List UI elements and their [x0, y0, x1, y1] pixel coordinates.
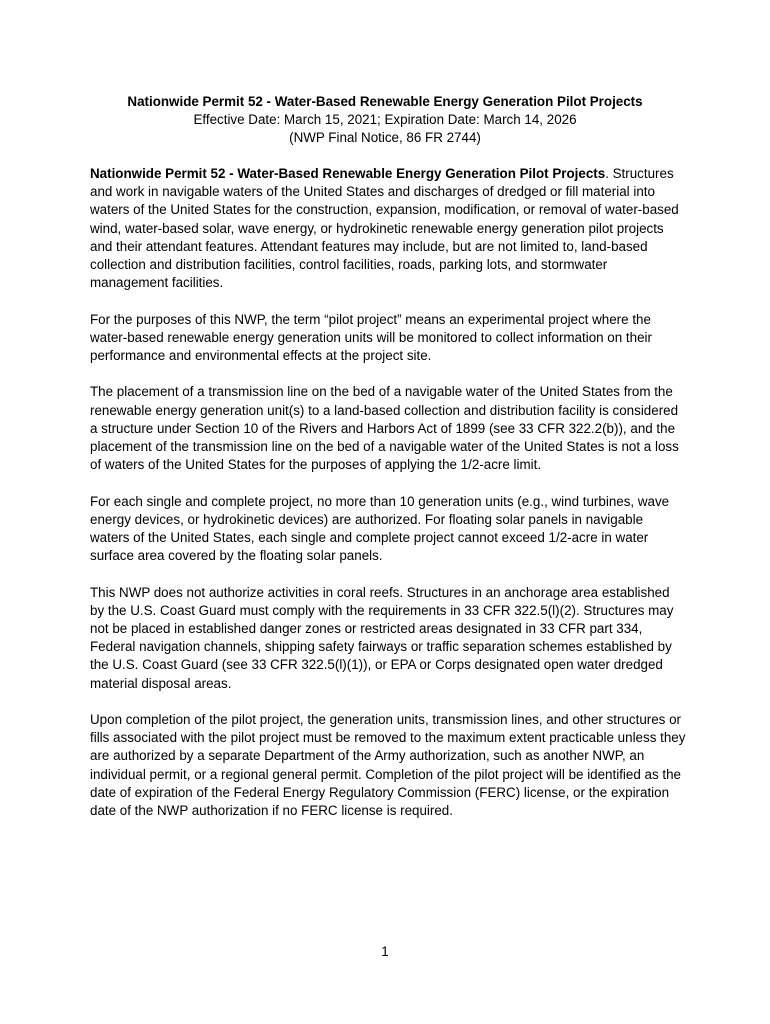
- effective-dates: Effective Date: March 15, 2021; Expiration Date: March 14, 2026: [193, 112, 577, 127]
- document-header: [80, 93, 690, 147]
- paragraph-lead-heading: Nationwide Permit 52 - Water-Based Renewable Energy Generation Pilot Projects: [90, 166, 606, 181]
- paragraph-permit-scope-text: . Structures and work in navigable waters of the United States and discharges of dredged or fill material into waters of the United States for the construction, expansion, modification, or removal of water-based wind, water-based solar, wave energy, or hydrokinetic renewable energy generation pilot projects and their attendant features. Attendant features may include, but are not limited to, land-based collection and distribution facilities, control facilities, roads, parking lots, and stormwater management facilities.: [90, 166, 679, 291]
- paragraph-pilot-definition: For the purposes of this NWP, the term “pilot project” means an experimental project where the water-based renewable energy generation units will be monitored to collect information on their performance and environmental effects at the project site.: [90, 311, 652, 364]
- page-number: 1: [381, 944, 389, 959]
- document-body: [90, 165, 686, 838]
- paragraph-permit-scope: [90, 165, 686, 292]
- paragraph-restrictions: This NWP does not authorize activities in coral reefs. Structures in an anchorage area established by the U.S. Coast Guard must comply with the requirements in 33 CFR 322.5(l)(2). Structures may not be placed in established danger zones or restricted areas designated in 33 CFR part 334, Federal navigation channels, shipping safety fairways or traffic separation schemes established by the U.S. Coast Guard (see 33 CFR 322.5(l)(1)), or EPA or Corps designated open water dredged material disposal areas.: [90, 584, 674, 691]
- paragraph-generation-limits: For each single and complete project, no more than 10 generation units (e.g., wind turbines, wave energy devices, or hydrokinetic devices) are authorized. For floating solar panels in navigable waters of the United States, each single and complete project cannot exceed 1/2-acre in water surface area covered by the floating solar panels.: [90, 493, 670, 564]
- paragraph-removal: Upon completion of the pilot project, the generation units, transmission lines, and other structures or fills associated with the pilot project must be removed to the maximum extent practicable unless they are authorized by a separate Department of the Army authorization, such as another NWP, an individual permit, or a regional general permit. Completion of the pilot project will be identified as the date of expiration of the Federal Energy Regulatory Commission (FERC) license, or the expiration date of the NWP authorization if no FERC license is required.: [90, 712, 686, 819]
- final-notice-citation: (NWP Final Notice, 86 FR 2744): [289, 130, 481, 145]
- document-title: Nationwide Permit 52 - Water-Based Renewable Energy Generation Pilot Projects: [127, 94, 643, 109]
- paragraph-transmission-line: The placement of a transmission line on the bed of a navigable water of the United States from the renewable energy generation unit(s) to a land-based collection and distribution facility is considered a structure under Section 10 of the Rivers and Harbors Act of 1899 (see 33 CFR 322.2(b)), and the placement of the transmission line on the bed of a navigable water of the United States is not a loss of waters of the United States for the purposes of applying the 1/2-acre limit.: [90, 384, 679, 473]
